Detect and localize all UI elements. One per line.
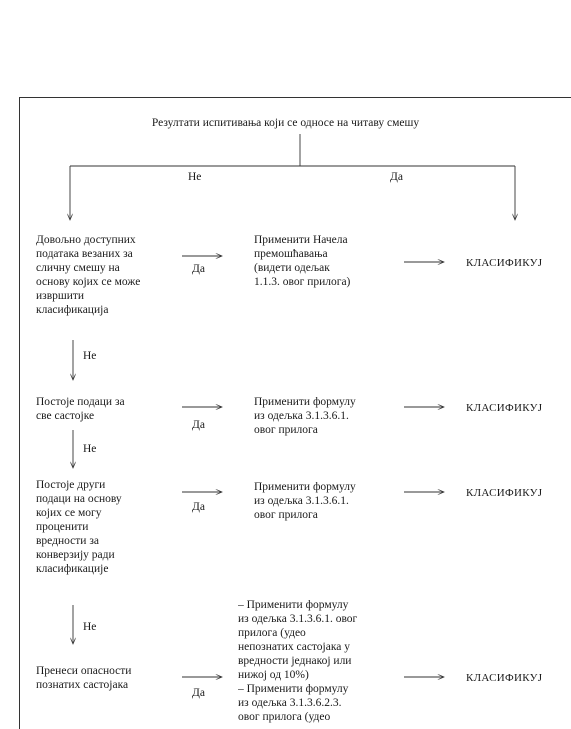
result-1: КЛАСИФИКУЈ: [466, 257, 543, 269]
action-3: Применити формулу из одељка 3.1.3.6.1. овог прилога: [254, 481, 356, 521]
result-2: КЛАСИФИКУЈ: [466, 402, 543, 414]
label-no-2: Не: [83, 443, 97, 455]
label-yes-3: Да: [192, 501, 205, 513]
action-1: Применити Начела премошћавања (видети одељак 1.1.3. овог прилога): [254, 234, 351, 288]
label-yes-1: Да: [192, 263, 205, 275]
label-no-3: Не: [83, 621, 97, 633]
question-4: Пренеси опасности познатих састојака: [36, 665, 132, 691]
label-yes-4: Да: [192, 687, 205, 699]
question-3: Постоје други подаци на основу којих се могу проценити вредности за конверзију ради класификације: [36, 479, 122, 575]
chart-title: Резултати испитивања који се односе на читаву смешу: [151, 117, 420, 129]
question-1: Довољно доступних података везаних за сличну смешу на основу којих се може извршити класификација: [36, 234, 141, 316]
action-2: Применити формулу из одељка 3.1.3.6.1. овог прилога: [254, 396, 356, 436]
question-2: Постоје подаци за све састојке: [36, 396, 125, 422]
action-4: – Применити формулу из одељка 3.1.3.6.1. овог прилога (удео непознатих састојака у вредности једнакој или нижој од 10%) – Применити формулу из одељка 3.1.3.6.2.3. овог прилога (удео: [238, 599, 358, 723]
label-no-1: Не: [83, 350, 97, 362]
result-3: КЛАСИФИКУЈ: [466, 487, 543, 499]
label-yes-top: Да: [390, 171, 403, 183]
label-yes-2: Да: [192, 419, 205, 431]
result-4: КЛАСИФИКУЈ: [466, 672, 543, 684]
label-no-top: Не: [188, 171, 202, 183]
